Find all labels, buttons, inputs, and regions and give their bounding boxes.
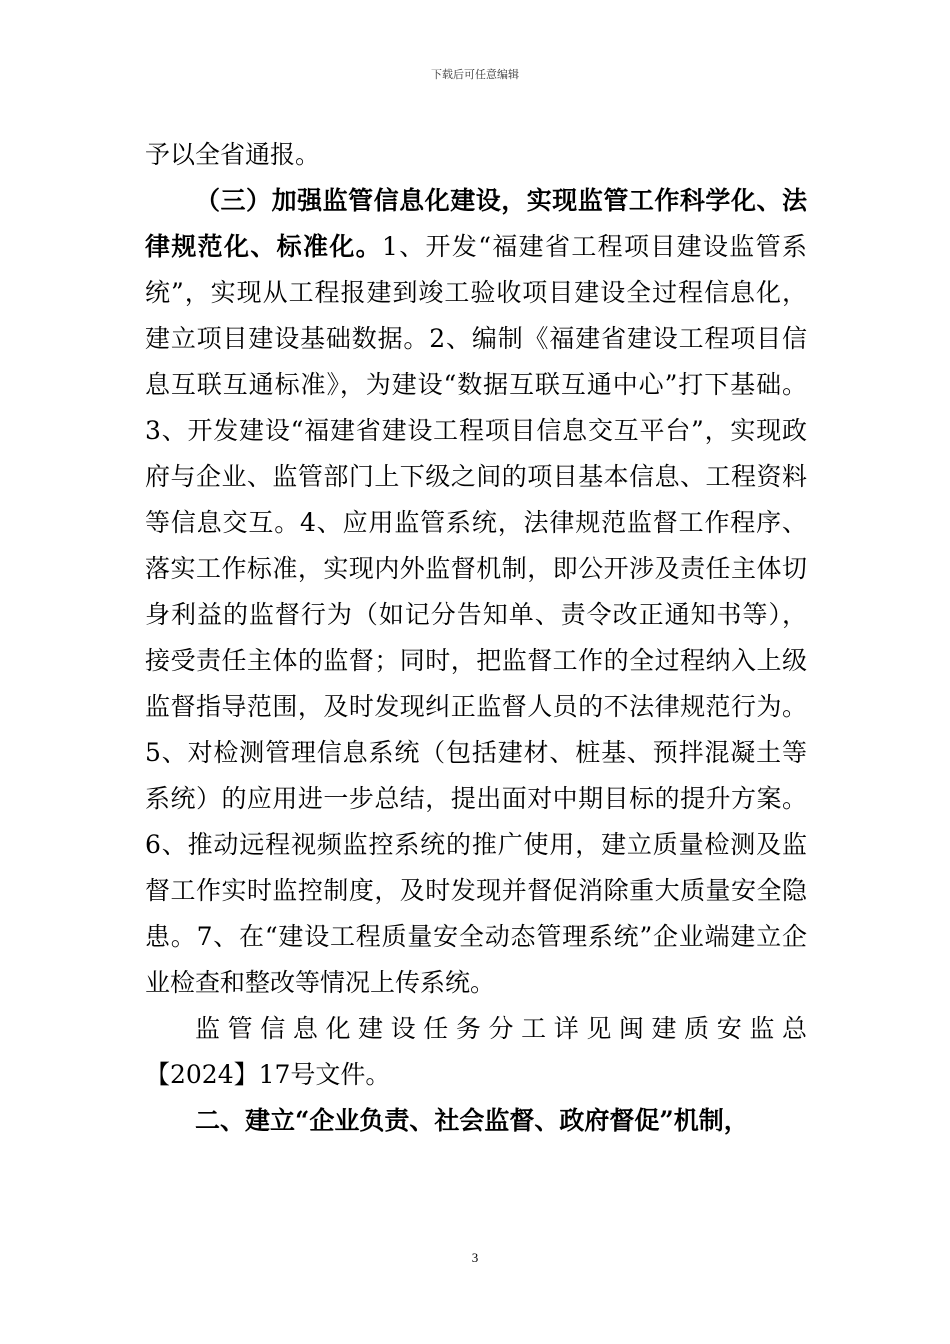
page-number: 3 <box>471 1250 479 1265</box>
document-body <box>145 132 807 1144</box>
section-three-heading: （三）加强监管信息化建设，实现监管工作科学化、法律规范化、标准化。 <box>145 186 807 261</box>
paragraph-task-line1: 监管信息化建设任务分工详见闽建质安监总 <box>195 1014 807 1043</box>
section-two-heading: 二、建立“企业负责、社会监督、政府督促”机制， <box>195 1106 749 1135</box>
section-three-body: 1、开发“福建省工程项目建设监管系统”，实现从工程报建到竣工验收项目建设全过程信息化，建立项目建设基础数据。2、编制《福建省建设工程项目信息互联互通标准》，为建设“数据互联互通中心”打下基础。3、开发建设“福建省建设工程项目信息交互平台”，实现政府与企业、监管部门上下级之间的项目基本信息、工程资料等信息交互。4、应用监管系统，法律规范监督工作程序、落实工作标准，实现内外监督机制，即公开涉及责任主体切身利益的监督行为（如记分告知单、责令改正通知书等），接受责任主体的监督；同时，把监督工作的全过程纳入上级监督指导范围，及时发现纠正监督人员的不法律规范行为。5、对检测管理信息系统（包括建材、桩基、预拌混凝土等系统）的应用进一步总结，提出面对中期目标的提升方案。6、推动远程视频监控系统的推广使用，建立质量检测及监督工作实时监控制度，及时发现并督促消除重大质量安全隐患。7、在“建设工程质量安全动态管理系统”企业端建立企业检查和整改等情况上传系统。 <box>145 232 807 997</box>
page-header: 下载后可任意编辑 <box>431 68 519 81</box>
paragraph-task-line2: 【2024】17号文件。 <box>145 1060 391 1089</box>
paragraph-continuation: 予以全省通报。 <box>145 140 321 169</box>
paragraph-section-three <box>145 178 807 1006</box>
